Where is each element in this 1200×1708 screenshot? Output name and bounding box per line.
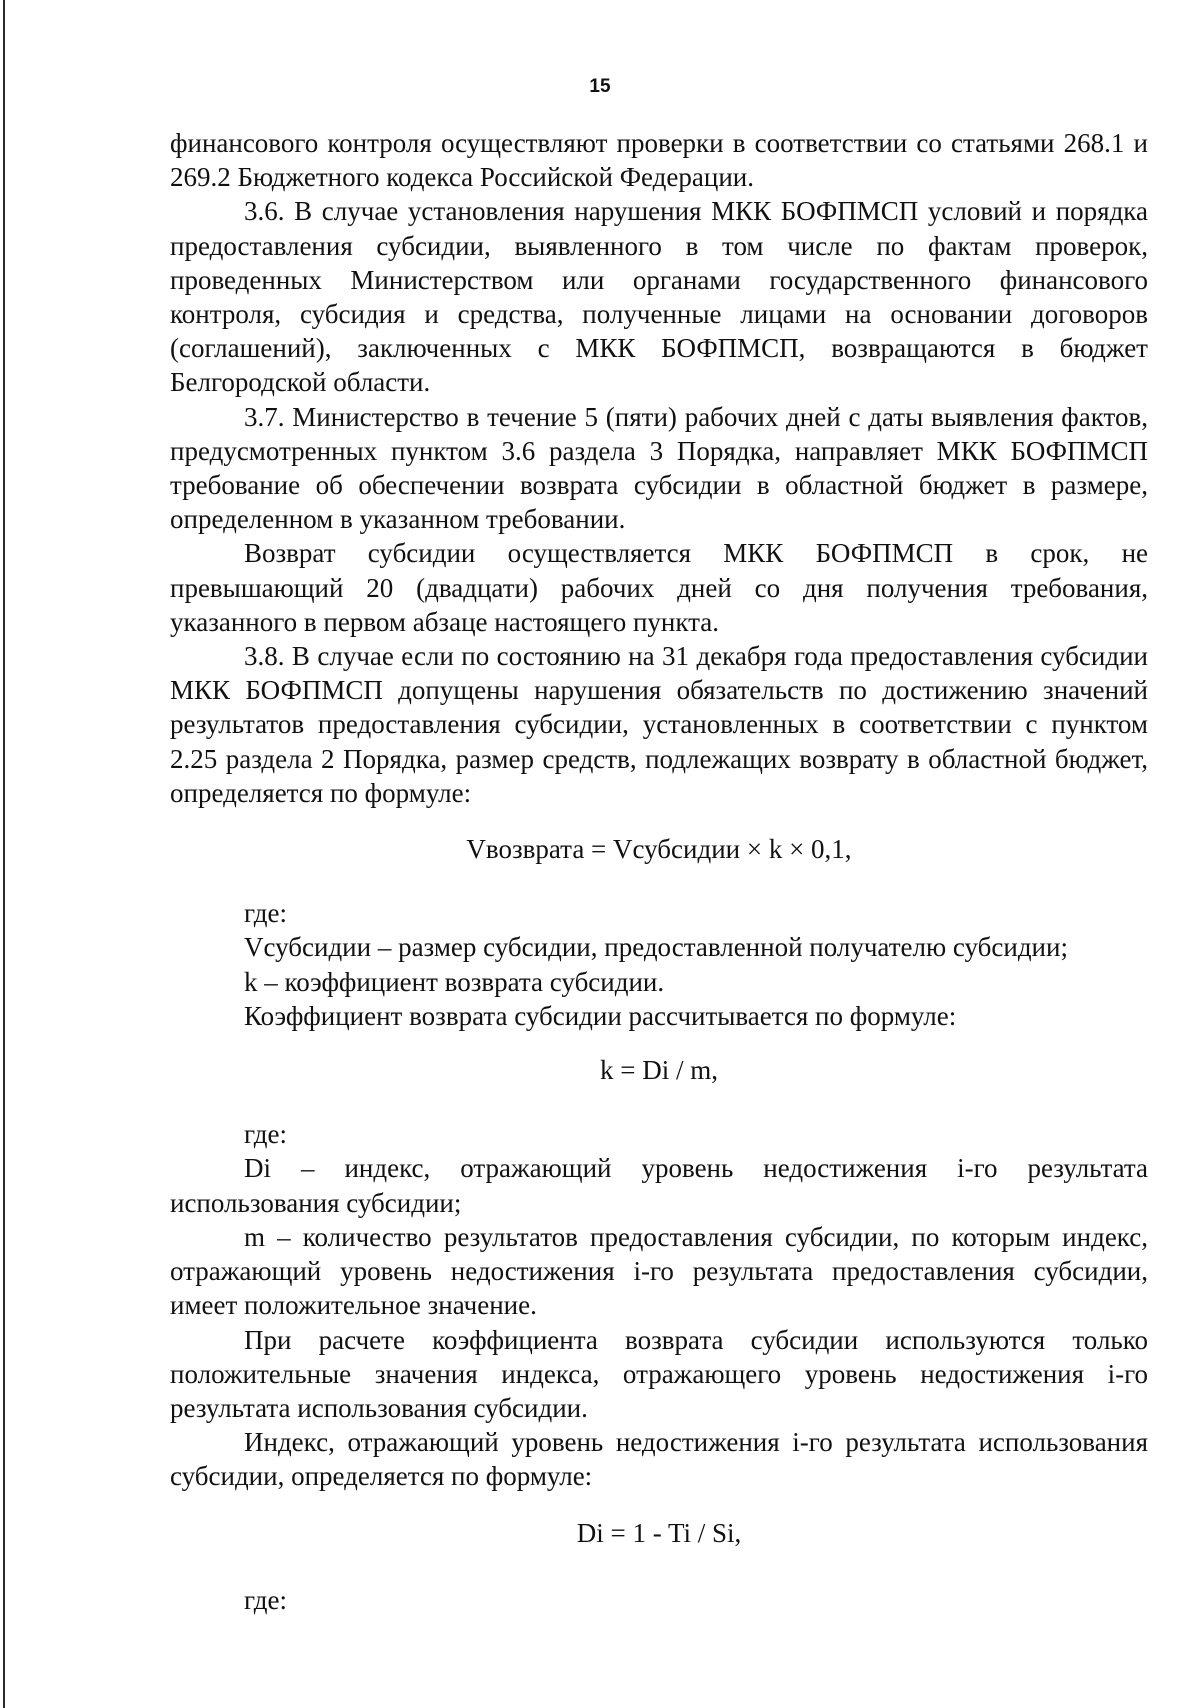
where-label: где:: [244, 1119, 287, 1150]
where-label: где:: [244, 1584, 287, 1615]
definition-m: m – количество результатов предоставления субсидии, по которым индекс, отражающий уровень недостижения i-го результата предоставления субсидии, имеет положительное значение.: [170, 1221, 1148, 1321]
definition-v-subsidy: Vсубсидии – размер субсидии, предоставленной получателю субсидии;: [244, 932, 1068, 963]
paragraph-positive-values: При расчете коэффициента возврата субсидии используются только положительные значения индекса, отражающего уровень недостижения i-го результата использования субсидии.: [170, 1324, 1148, 1423]
paragraph-3-7: 3.7. Министерство в течение 5 (пяти) рабочих дней с даты выявления фактов, предусмотренных пунктом 3.6 раздела 3 Порядка, направляет МКК БОФПМСП требование об обеспечении возврата субсидии в областной бюджет в размере, определенном в указанном требовании.: [170, 401, 1148, 535]
formula-return-amount: Vвозврата = Vсубсидии × k × 0,1,: [466, 834, 852, 865]
scan-edge-line: [3, 0, 5, 1708]
paragraph-k-intro: Коэффициент возврата субсидии рассчитывается по формуле:: [244, 1000, 957, 1031]
document-body: [170, 126, 1148, 1617]
paragraph-return-term: Возврат субсидии осуществляется МКК БОФПМСП в срок, не превышающий 20 (двадцати) рабочих дней со дня получения требования, указанного в первом абзаце настоящего пункта.: [170, 538, 1148, 637]
definition-k: k – коэффициент возврата субсидии.: [244, 966, 665, 997]
where-label: где:: [244, 898, 287, 929]
formula-k: k = Di / m,: [600, 1055, 718, 1086]
definition-di: Di – индекс, отражающий уровень недостижения i-го результата использования субсидии;: [170, 1153, 1148, 1218]
paragraph-3-8: 3.8. В случае если по состоянию на 31 декабря года предоставления субсидии МКК БОФПМСП допущены нарушения обязательств по достижению значений результатов предоставления субсидии, установленных в соответствии с пунктом 2.25 раздела 2 Порядка, размер средств, подлежащих возврату в областной бюджет, определяется по формуле:: [170, 641, 1148, 808]
page-number: 15: [589, 76, 611, 97]
formula-di: Di = 1 - Ti / Si,: [576, 1517, 742, 1548]
paragraph-index-intro: Индекс, отражающий уровень недостижения i-го результата использования субсидии, определяется по формуле:: [170, 1427, 1148, 1492]
paragraph-3-6: 3.6. В случае установления нарушения МКК БОФПМСП условий и порядка предоставления субсидии, выявленного в том числе по фактам проверок, проведенных Министерством или органами государственного финансового контроля, субсидия и средства, полученные лицами на основании договоров (соглашений), заключенных с МКК БОФПМСП, возвращаются в бюджет Белгородской области.: [170, 196, 1148, 398]
paragraph-continuation: финансового контроля осуществляют проверки в соответствии со статьями 268.1 и 269.2 Бюджетного кодекса Российской Федерации.: [170, 128, 1148, 193]
